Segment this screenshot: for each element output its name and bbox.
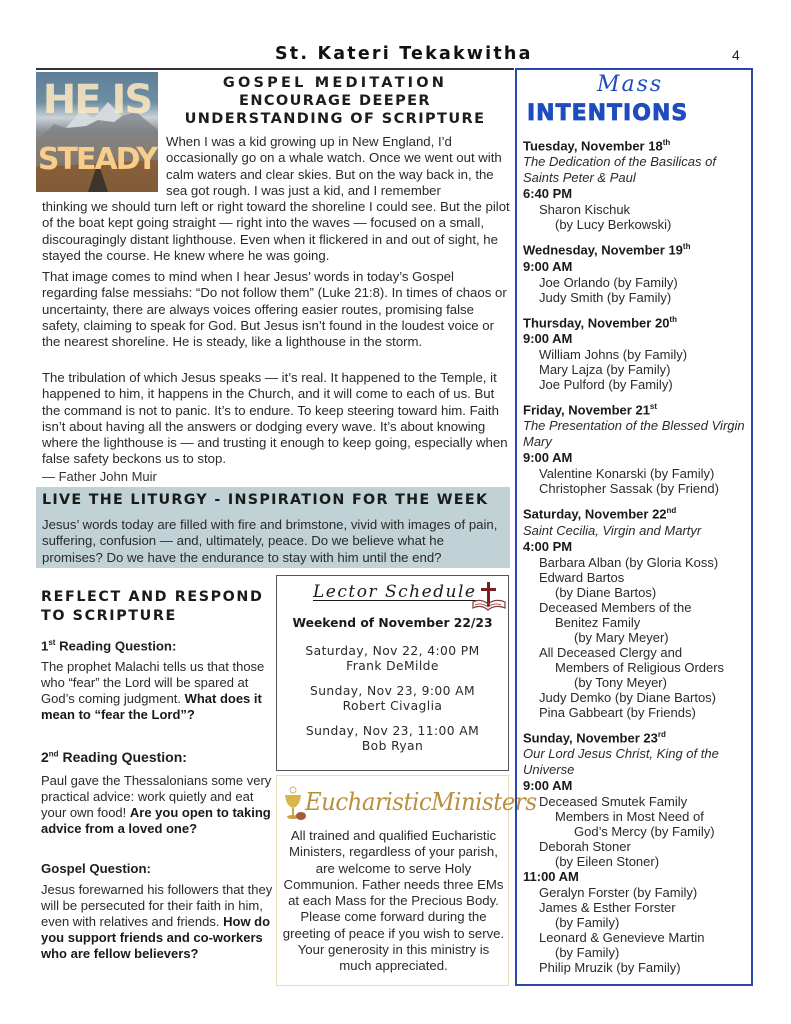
intention-line: (by Family) — [555, 944, 620, 960]
ordinal-suffix: rd — [657, 729, 666, 739]
feast-name: The Dedication of the Basilicas of Saints Peter & Paul — [523, 154, 716, 186]
intention-item — [523, 900, 751, 930]
day-title — [523, 135, 751, 154]
chalice-icon — [281, 786, 307, 822]
intention-line: (by Lucy Berkowski) — [555, 217, 672, 233]
question-number: 1 — [41, 638, 49, 654]
feast-name: The Presentation of the Blessed Virgin Mary — [523, 418, 745, 450]
lector-who: Robert Civaglia — [342, 699, 443, 713]
lector-schedule-title: Lector Schedule — [313, 582, 477, 602]
question-title — [41, 749, 187, 765]
heading-line: GOSPEL MEDITATION — [222, 75, 448, 91]
intention-line: Members in Most Need of — [555, 808, 704, 824]
he-is-steady-image — [36, 72, 158, 192]
hero-text-line2: STEADY — [37, 142, 157, 177]
lector-entry — [277, 644, 508, 674]
intention-item — [523, 839, 751, 869]
mass-day — [523, 239, 751, 304]
live-the-liturgy-box — [36, 487, 510, 568]
intention-line: Joe Orlando (by Family) — [539, 274, 678, 290]
intention-line: God’s Mercy (by Family) — [574, 823, 715, 839]
eucharistic-ministers-box — [276, 775, 537, 986]
liturgy-title: LIVE THE LITURGY - INSPIRATION FOR THE WEEK — [42, 492, 489, 508]
question-prompt: Are you open to taking advice from a loved one? — [41, 805, 271, 836]
intention-line: Pina Gabbeart (by Friends) — [539, 704, 696, 720]
question-body — [41, 659, 273, 723]
mass-day — [523, 312, 751, 392]
intention-line: Joe Pulford (by Family) — [539, 376, 673, 392]
mass-intentions-title: INTENTIONS — [527, 101, 689, 126]
intention-line: All Deceased Clergy and — [539, 644, 683, 660]
heading-line: ENCOURAGE DEEPER — [239, 93, 431, 109]
lector-entry — [277, 724, 508, 754]
mass-time: 9:00 AM — [523, 777, 573, 793]
mass-day — [523, 399, 751, 496]
question-label: Reading Question: — [55, 638, 177, 654]
gospel-meditation-heading — [160, 74, 510, 128]
intention-line: Members of Religious Orders — [555, 659, 725, 675]
day-date: Thursday, November 20 — [523, 314, 670, 330]
intention-line: Deborah Stoner — [539, 838, 631, 854]
question-title — [41, 861, 151, 876]
intention-item — [523, 362, 751, 377]
liturgy-body: Jesus’ words today are filled with fire and brimstone, vivid with images of pain, suffering, confusion — and, ultimately, peace. Do we believe what he promises? Do we have the endurance to stay with him until the end? — [42, 517, 498, 565]
intention-item — [523, 466, 751, 481]
intention-item — [523, 555, 751, 570]
day-date: Wednesday, November 19 — [523, 242, 683, 258]
eucharistic-ministers-body: All trained and qualified Eucharistic Ministers, regardless of your parish, are welcome to serve Holy Communion. Father needs three EMs at each Mass for the Precious Body. Please come forward during the greeting of peace if you wish to serve. Your generosity in this ministry is much appreciated. — [282, 828, 505, 974]
intention-line: Valentine Konarski (by Family) — [539, 466, 715, 482]
day-date: Saturday, November 22 — [523, 506, 667, 522]
question-text: The prophet Malachi tells us that those who “fear” the Lord will be spared at God’s coming judgment. — [41, 659, 265, 706]
eucharistic-ministers-title: EucharisticMinisters — [305, 788, 537, 816]
question-prompt: How do you support friends and co-workers who are fellow believers? — [41, 914, 271, 961]
lector-when: Sunday, Nov 23, 9:00 AM — [310, 684, 475, 698]
gospel-paragraph-intro: When I was a kid growing up in New England, I’d occasionally go on a whale watch. Once we went out with calm waters and clear skies. But on the way back in, the sea got rough. I was just a kid, and I remember — [166, 134, 502, 198]
intention-item — [523, 960, 751, 975]
mass-day — [523, 727, 751, 975]
ordinal-suffix: th — [682, 242, 691, 252]
intention-item — [523, 705, 751, 720]
author-signature: — Father John Muir — [42, 469, 157, 484]
intention-item — [523, 347, 751, 362]
gospel-paragraph-3: The tribulation of which Jesus speaks — it’s real. It happened to the Temple, it happened to him, it happens in the Church, and it will come to each of us. But the command is not to panic. It’s to endure. To keep steering toward him. Faith isn’t about having all the answers or dodging every wave. It’s about knowing where the lighthouse is — and trusting it enough to keep going, especially when false safety beckons us to stop. — [42, 370, 508, 467]
lector-entry — [277, 684, 508, 714]
ordinal-suffix: st — [48, 638, 56, 647]
mass-intentions-list — [523, 135, 751, 982]
bible-cross-icon — [471, 580, 507, 614]
lector-when: Sunday, Nov 23, 11:00 AM — [305, 724, 480, 738]
question-number: 2 — [41, 749, 49, 765]
question-label: Gospel Question: — [41, 861, 151, 876]
intention-item — [523, 885, 751, 900]
intention-line: Philip Mruzik (by Family) — [539, 959, 681, 975]
intention-line: (by Diane Bartos) — [555, 584, 657, 600]
gospel-paragraph-continued: thinking we should turn left or right toward the shoreline I could see. But the pilot of the boat kept going straight — right into the waves — focused on a small, discouragingly distant lighthouse. Even when it flickered in and out of sight, he stayed the course. He knew where he was going. — [42, 199, 510, 263]
intention-line: Sharon Kischuk — [539, 202, 631, 218]
question-body — [41, 773, 273, 837]
day-date: Tuesday, November 18 — [523, 138, 663, 154]
mass-time: 6:40 PM — [523, 186, 573, 202]
question-prompt: What does it mean to “fear the Lord”? — [41, 691, 262, 722]
lector-when: Saturday, Nov 22, 4:00 PM — [305, 644, 480, 658]
intention-item — [523, 645, 751, 690]
intention-line: Judy Smith (by Family) — [539, 289, 672, 305]
question-text: Paul gave the Thessalonians some very practical advice: work quietly and eat your own food! — [41, 773, 272, 820]
mass-time: 11:00 AM — [523, 868, 579, 884]
question-text: Jesus forewarned his followers that they will be persecuted for their faith in him, even with relatives and friends. — [41, 882, 273, 929]
mass-intentions-script-title: Mass — [597, 72, 664, 97]
feast-name: Saint Cecilia, Virgin and Martyr — [523, 522, 702, 538]
intention-line: (by Eileen Stoner) — [555, 853, 660, 869]
hero-text-line1: HE IS — [42, 77, 152, 123]
ordinal-suffix: th — [662, 138, 671, 147]
intention-line: Mary Lajza (by Family) — [539, 361, 671, 377]
intention-line: Judy Demko (by Diane Bartos) — [539, 689, 717, 705]
mass-time: 9:00 AM — [523, 450, 573, 466]
lector-weekend: Weekend of November 22/23 — [292, 616, 493, 630]
day-title — [523, 727, 751, 746]
page-number: 4 — [732, 47, 740, 63]
day-date: Sunday, November 23 — [523, 729, 658, 745]
gospel-paragraph-2: That image comes to mind when I hear Jesus’ words in today’s Gospel regarding false messiahs: “Do not follow them” (Luke 21:8). In times of chaos or uncertainty, there are always voices offering easier routes, promising false safety, claiming to speak for God. But Jesus isn’t found in the loudest voice or the nearest shoreline. He is steady, like a lighthouse in the storm. — [42, 269, 507, 350]
day-title — [523, 312, 751, 331]
header-divider — [36, 68, 514, 70]
day-title — [523, 239, 751, 258]
intention-line: (by Family) — [555, 914, 620, 930]
intention-item — [523, 930, 751, 960]
feast-name: Our Lord Jesus Christ, King of the Universe — [523, 745, 719, 777]
intention-item — [523, 481, 751, 496]
lector-who: Bob Ryan — [361, 739, 424, 753]
intention-line: Edward Bartos — [539, 569, 625, 585]
intention-item — [523, 202, 751, 232]
question-body — [41, 882, 273, 962]
ordinal-suffix: th — [669, 314, 677, 324]
intention-line: William Johns (by Family) — [539, 346, 688, 362]
intention-line: Leonard & Genevieve Martin — [539, 929, 705, 945]
bulletin-title: St. Kateri Tekakwitha — [275, 44, 533, 64]
intention-line: (by Tony Meyer) — [574, 674, 667, 690]
ordinal-suffix: nd — [666, 506, 677, 516]
mass-time: 9:00 AM — [523, 330, 573, 346]
mass-time: 9:00 AM — [523, 258, 573, 274]
mass-day — [523, 503, 751, 719]
ordinal-suffix: st — [649, 401, 658, 411]
intention-line: James & Esther Forster — [539, 899, 676, 915]
day-date: Friday, November 21 — [523, 402, 650, 418]
reflect-title: REFLECT AND RESPOND TO SCRIPTURE — [41, 589, 264, 624]
intention-line: Benitez Family — [555, 614, 641, 630]
heading-line: UNDERSTANDING OF SCRIPTURE — [184, 111, 486, 127]
intention-line: (by Mary Meyer) — [574, 629, 669, 645]
question-label: Reading Question: — [58, 749, 187, 765]
intention-item — [523, 290, 751, 305]
lector-schedule-box — [276, 575, 509, 771]
intention-line: Deceased Members of the — [539, 599, 692, 615]
question-title — [41, 638, 176, 653]
intention-item — [523, 275, 751, 290]
intention-item — [523, 377, 751, 392]
intention-line: Deceased Smutek Family — [539, 793, 688, 809]
mass-day — [523, 135, 751, 232]
day-title — [523, 399, 751, 418]
intention-item — [523, 570, 751, 600]
mass-time: 4:00 PM — [523, 538, 573, 554]
intention-line: Barbara Alban (by Gloria Koss) — [539, 554, 719, 570]
ordinal-suffix: nd — [48, 749, 59, 759]
intention-item — [523, 794, 751, 839]
day-title — [523, 503, 751, 522]
lector-who: Frank DeMilde — [346, 659, 439, 673]
mass-intentions-box — [515, 68, 753, 986]
intention-item — [523, 690, 751, 705]
intention-line: Geralyn Forster (by Family) — [539, 884, 698, 900]
intention-line: Christopher Sassak (by Friend) — [539, 481, 719, 497]
intention-item — [523, 600, 751, 645]
